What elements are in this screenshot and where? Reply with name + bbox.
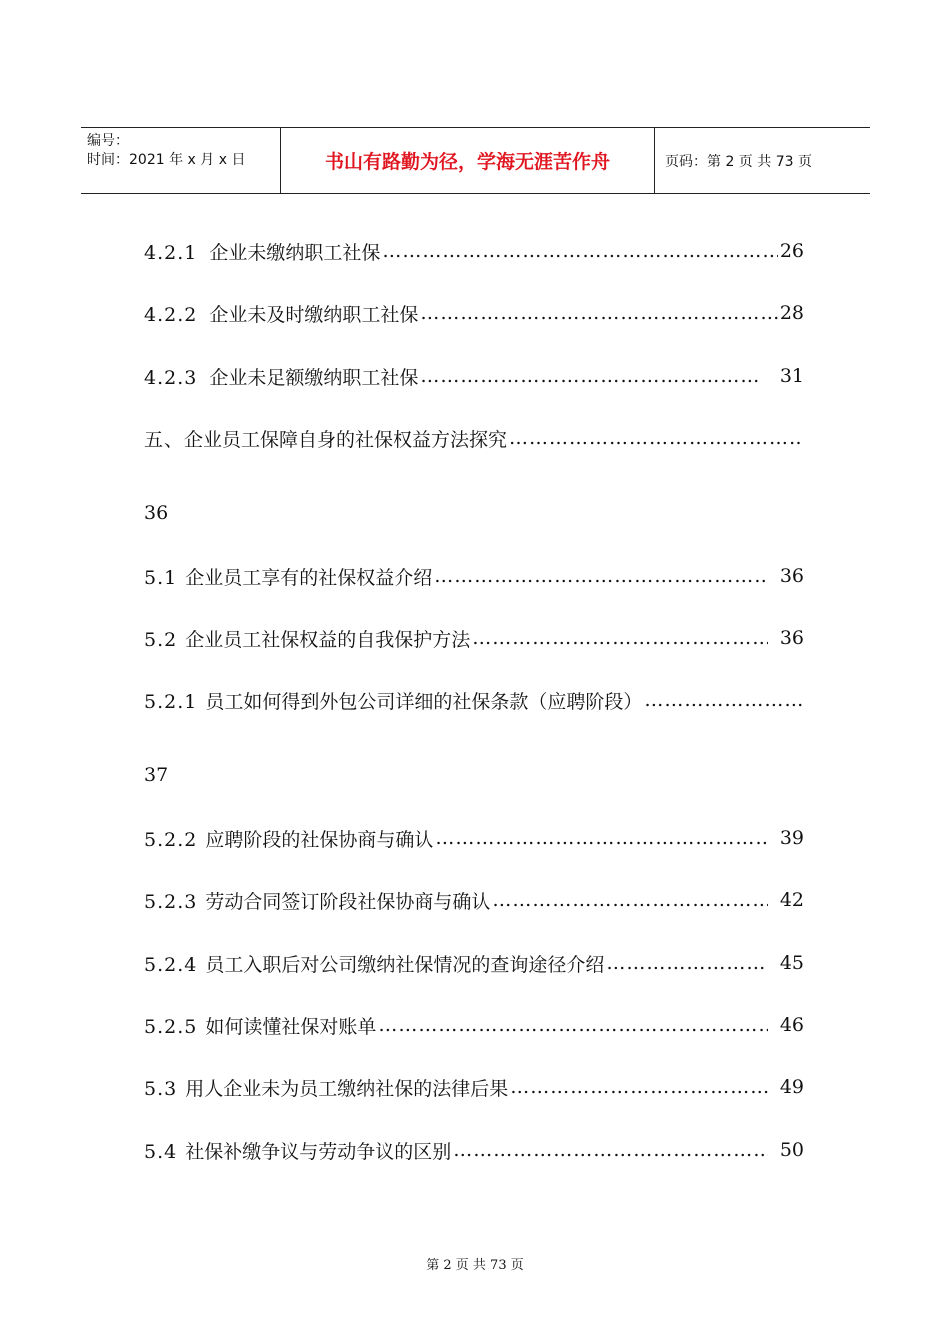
toc-number: 5.2.2 bbox=[144, 828, 198, 851]
toc-number: 4.2.3 bbox=[144, 366, 198, 389]
toc-number: 五、 bbox=[144, 428, 185, 451]
toc-leader bbox=[434, 565, 768, 587]
toc-number: 5.2.5 bbox=[144, 1015, 198, 1038]
toc-leader bbox=[606, 952, 767, 974]
toc-page: 36 bbox=[779, 627, 804, 649]
toc-page: 31 bbox=[779, 365, 804, 387]
toc-entry bbox=[144, 624, 804, 652]
toc-number: 5.1 bbox=[144, 566, 178, 589]
toc-page: 26 bbox=[779, 240, 804, 262]
toc-page: 37 bbox=[144, 764, 169, 786]
toc-entry bbox=[144, 886, 804, 914]
toc-page: 42 bbox=[779, 889, 804, 911]
header-meta bbox=[81, 128, 281, 193]
toc-leader bbox=[382, 240, 777, 262]
toc-leader bbox=[378, 1014, 767, 1036]
toc-number: 4.2.1 bbox=[144, 241, 198, 264]
toc-number: 5.3 bbox=[144, 1077, 178, 1100]
toc-page: 36 bbox=[144, 502, 169, 524]
toc-entry bbox=[144, 1011, 804, 1039]
toc-title: 企业员工社保权益的自我保护方法 bbox=[185, 628, 471, 651]
toc-number: 5.2 bbox=[144, 628, 178, 651]
toc-number: 5.2.1 bbox=[144, 690, 198, 713]
toc-title: 企业未足额缴纳职工社保 bbox=[209, 366, 419, 389]
toc-entry bbox=[144, 1073, 804, 1101]
toc-entry bbox=[144, 424, 804, 452]
toc-title: 劳动合同签订阶段社保协商与确认 bbox=[205, 890, 491, 913]
toc-page: 39 bbox=[779, 827, 804, 849]
toc-leader bbox=[435, 827, 767, 849]
toc-entry bbox=[144, 1136, 804, 1164]
toc-leader bbox=[509, 427, 802, 449]
page-header bbox=[81, 127, 870, 194]
toc-title: 用人企业未为员工缴纳社保的法律后果 bbox=[185, 1077, 509, 1100]
toc-title: 员工入职后对公司缴纳社保情况的查询途径介绍 bbox=[205, 953, 605, 976]
toc-number: 4.2.2 bbox=[144, 303, 198, 326]
toc-number: 5.4 bbox=[144, 1140, 178, 1163]
toc-leader bbox=[510, 1076, 768, 1098]
toc-title: 企业员工享有的社保权益介绍 bbox=[185, 566, 433, 589]
toc-leader bbox=[472, 627, 768, 649]
toc-title: 应聘阶段的社保协商与确认 bbox=[205, 828, 434, 851]
toc-title: 企业未缴纳职工社保 bbox=[209, 241, 381, 264]
header-number: 编号： bbox=[87, 133, 129, 149]
header-motto: 书山有路勤为径，学海无涯苦作舟 bbox=[281, 128, 655, 193]
toc-page: 45 bbox=[779, 952, 804, 974]
toc-title: 企业员工保障自身的社保权益方法探究 bbox=[184, 428, 508, 451]
toc-page: 28 bbox=[779, 302, 804, 324]
header-time: 时间：2021 年 x 月 x 日 bbox=[87, 152, 246, 168]
toc-title: 企业未及时缴纳职工社保 bbox=[209, 303, 419, 326]
header-page-info: 页码：第 2 页 共 73 页 bbox=[665, 153, 812, 170]
toc-number: 5.2.3 bbox=[144, 890, 198, 913]
toc-entry bbox=[144, 299, 804, 327]
toc-entry bbox=[144, 237, 804, 265]
toc-page: 36 bbox=[779, 565, 804, 587]
toc-page: 50 bbox=[779, 1139, 804, 1161]
toc-entry bbox=[144, 824, 804, 852]
toc-page: 49 bbox=[779, 1076, 804, 1098]
toc-entry bbox=[144, 562, 804, 590]
toc-entry bbox=[144, 686, 804, 714]
toc-leader bbox=[453, 1139, 768, 1161]
toc-leader bbox=[492, 889, 767, 911]
toc-leader bbox=[420, 365, 759, 387]
page-footer: 第 2 页 共 73 页 bbox=[426, 1258, 524, 1273]
toc-title: 社保补缴争议与劳动争议的区别 bbox=[185, 1140, 452, 1163]
toc-leader bbox=[644, 689, 802, 711]
toc-title: 如何读懂社保对账单 bbox=[205, 1015, 377, 1038]
toc-title: 员工如何得到外包公司详细的社保条款（应聘阶段） bbox=[205, 690, 643, 713]
toc-page: 46 bbox=[779, 1014, 804, 1036]
toc-entry bbox=[144, 362, 804, 390]
toc-number: 5.2.4 bbox=[144, 953, 198, 976]
toc-leader bbox=[420, 302, 777, 324]
toc-entry bbox=[144, 949, 804, 977]
